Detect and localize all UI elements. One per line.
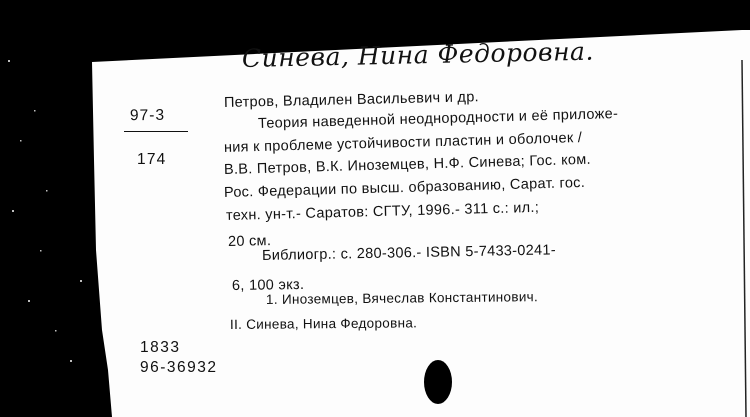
call-number-bottom: 174 — [137, 151, 167, 168]
body-line: В.В. Петров, В.К. Иноземцев, Н.Ф. Синева; Гос. ком. — [223, 151, 592, 178]
scan-noise — [8, 60, 82, 362]
body-line: техн. ун-т.- Саратов: СГТУ, 1996.- 311 с.: ил.; — [225, 199, 540, 224]
accession-number-1: 1833 — [140, 339, 181, 356]
body-line: 20 см. — [227, 233, 272, 250]
body-line: II. Синева, Нина Федоровна. — [229, 315, 418, 332]
body-line: Теория наведенной неоднородности и её приложе- — [257, 105, 619, 132]
handwritten-name: Синева, Нина Федоровна. — [241, 36, 595, 73]
body-line: Петров, Владилен Васильевич и др. — [223, 89, 480, 111]
accession-number-2: 96-36932 — [140, 359, 218, 376]
body-line: Рос. Федерации по высш. образованию, Сарат. гос. — [223, 174, 586, 201]
body-line: Библиогр.: с. 280-306.- ISBN 5-7433-0241- — [261, 242, 557, 264]
body-line: ния к проблеме устойчивости пластин и оболочек / — [223, 129, 583, 156]
call-number-divider — [124, 131, 188, 132]
body-line: 6, 100 экз. — [231, 276, 305, 294]
call-number-top: 97-3 — [129, 106, 166, 125]
body-line: 1. Иноземцев, Вячеслав Константинович. — [265, 289, 539, 307]
punch-hole-blot — [424, 360, 452, 404]
